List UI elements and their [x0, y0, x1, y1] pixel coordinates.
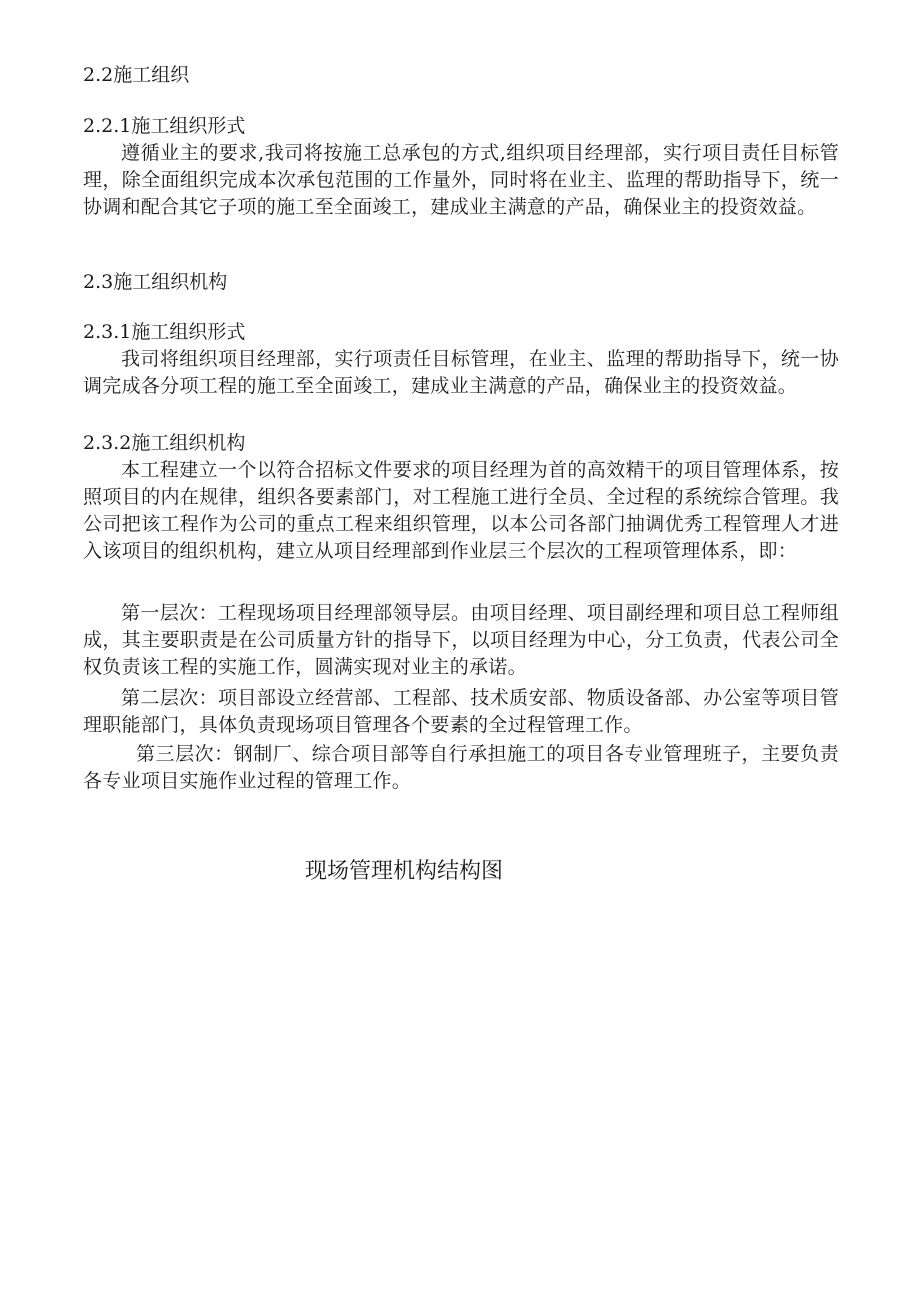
paragraph-level-one: 第一层次：工程现场项目经理部领导层。由项目经理、项目副经理和项目总工程师组成，其主要职责是在公司质量方针的指导下，以项目经理为中心，分工负责，代表公司全权负责该工程的实施工作，圆满实现对业主的承诺。: [83, 602, 839, 678]
org-chart-title: 现场管理机构结构图: [305, 859, 504, 884]
section-heading-2-3: 2.3施工组织机构: [83, 271, 228, 293]
section-heading-2-2: 2.2施工组织: [83, 64, 190, 86]
paragraph-level-two: 第二层次：项目部设立经营部、工程部、技术质安部、物质设备部、办公室等项目管理职能部门，具体负责现场项目管理各个要素的全过程管理工作。: [83, 687, 839, 736]
paragraph-2-3-1: 我司将组织项目经理部，实行项责任目标管理，在业主、监理的帮助指导下，统一协调完成各分项工程的施工至全面竣工，建成业主满意的产品，确保业主的投资效益。: [83, 348, 839, 397]
section-heading-2-2-1: 2.2.1施工组织形式: [83, 115, 246, 137]
paragraph-level-three: 第三层次：钢制厂、综合项目部等自行承担施工的项目各专业管理班子，主要负责各专业项目实施作业过程的管理工作。: [83, 743, 839, 792]
paragraph-2-2-1: 遵循业主的要求,我司将按施工总承包的方式,组织项目经理部，实行项目责任目标管理，除全面组织完成本次承包范围的工作量外，同时将在业主、监理的帮助指导下，统一协调和配合其它子项的施工至全面竣工，建成业主满意的产品，确保业主的投资效益。: [83, 142, 839, 218]
paragraph-2-3-2-intro: 本工程建立一个以符合招标文件要求的项目经理为首的高效精干的项目管理体系，按照项目的内在规律，组织各要素部门，对工程施工进行全员、全过程的系统综合管理。我公司把该工程作为公司的重点工程来组织管理，以本公司各部门抽调优秀工程管理人才进入该项目的组织机构，建立从项目经理部到作业层三个层次的工程项管理体系，即：: [83, 459, 839, 562]
section-heading-2-3-2: 2.3.2施工组织机构: [83, 432, 246, 454]
section-heading-2-3-1: 2.3.1施工组织形式: [83, 321, 246, 343]
